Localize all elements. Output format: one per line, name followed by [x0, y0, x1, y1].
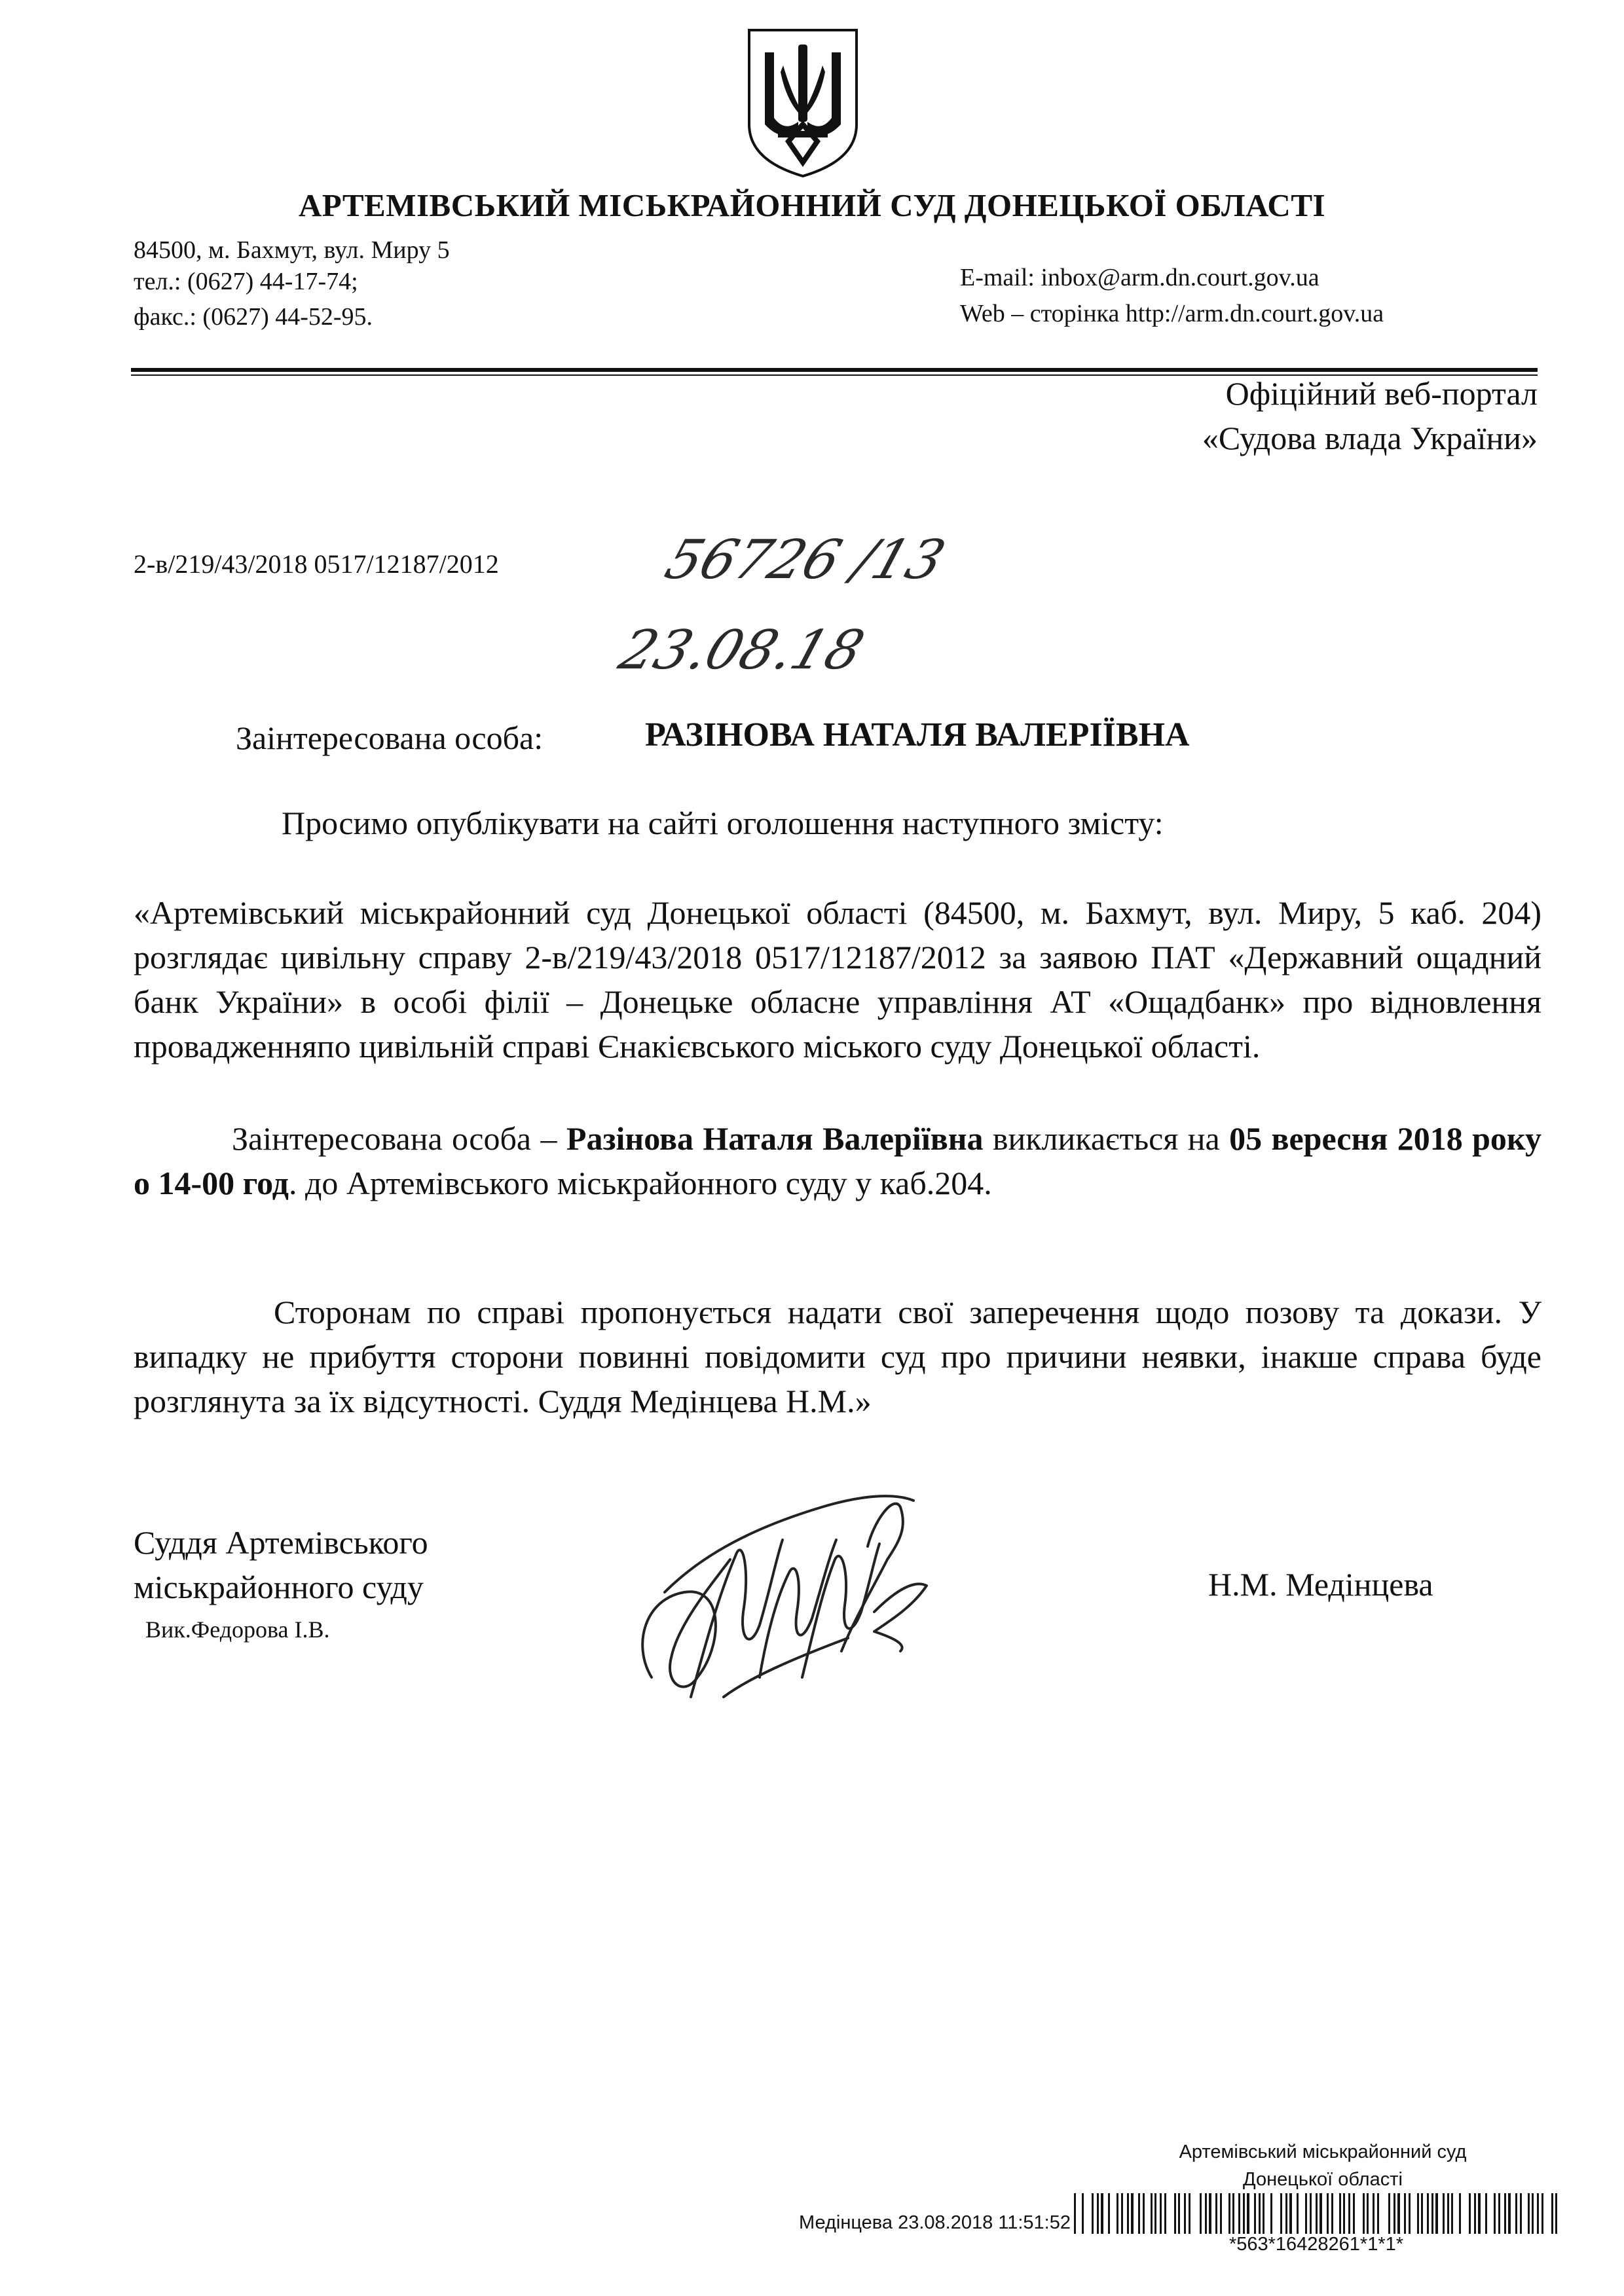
summons-middle: викликається на — [983, 1120, 1230, 1157]
summons-paragraph — [134, 1116, 1541, 1205]
stamp-court-line-1: Артемівський міськрайонний суд — [1179, 2141, 1467, 2162]
interested-party-name: РАЗІНОВА НАТАЛЯ ВАЛЕРІЇВНА — [645, 716, 1190, 754]
court-website: Web – сторінка http://arm.dn.court.gov.ua — [960, 300, 1384, 327]
court-email: E-mail: inbox@arm.dn.court.gov.ua — [960, 264, 1320, 291]
summons-name: Разінова Наталя Валеріївна — [566, 1120, 984, 1157]
case-references: 2-в/219/43/2018 0517/12187/2012 — [134, 549, 499, 579]
summons-prefix: Заінтересована особа – — [232, 1120, 566, 1157]
court-name: АРТЕМІВСЬКИЙ МІСЬКРАЙОННИЙ СУД ДОНЕЦЬКОЇ ОБЛАСТІ — [298, 187, 1326, 223]
court-address: 84500, м. Бахмут, вул. Миру 5 — [134, 236, 450, 264]
objections-paragraph: Сторонам по справі пропонується надати свої заперечення щодо позову та докази. У випадку не прибуття сторони повинні повідомити суд про причини неявки, інакше справа буде розглянута за їх відсутності. Суддя Медінцева Н.М.» — [134, 1294, 1541, 1419]
stamp-signer: Медінцева 23.08.2018 11:51:52 — [799, 2212, 1071, 2233]
publication-request: Просимо опублікувати на сайті оголошення наступного змісту: — [282, 805, 1164, 841]
announcement-body: «Артемівський міськрайонний суд Донецької області (84500, м. Бахмут, вул. Миру, 5 каб. 204) розглядає цивільну справу 2-в/219/43/2018 0517/12187/2012 за заявою ПАТ «Державний ощадний банк України» в особі філії – Донецьке обласне управління АТ «Ощадбанк» про відновлення провадженняпо цивільній справі Єнакієвського міського суду Донецької області. — [134, 894, 1541, 1065]
handwritten-date: 23.08.18 — [612, 619, 872, 682]
executor-name: Вик.Федорова І.В. — [145, 1616, 330, 1643]
summons-datetime: 05 вересня 2018 року о 14-00 год — [134, 1120, 1541, 1201]
handwritten-reg-number: 56726 /13 — [657, 529, 953, 591]
barcode-id: *563*16428261*1*1* — [1228, 2234, 1404, 2255]
signer-position-line-2: міськрайонного суду — [134, 1569, 424, 1605]
court-fax: факс.: (0627) 44-52-95. — [134, 303, 373, 331]
recipient-line-1: Офіційний веб-портал — [1225, 375, 1538, 412]
handwritten-signature — [625, 1481, 933, 1717]
coat-of-arms-icon — [745, 26, 860, 180]
header-divider — [131, 368, 1538, 372]
court-phone: тел.: (0627) 44-17-74; — [134, 268, 358, 295]
barcode-icon — [1074, 2193, 1559, 2234]
signer-position-line-1: Суддя Артемівського — [134, 1524, 428, 1561]
summons-suffix: . до Артемівського міськрайонного суду у каб.204. — [288, 1165, 992, 1201]
recipient-line-2: «Судова влада України» — [1202, 420, 1538, 456]
judge-name: Н.М. Медінцева — [1208, 1566, 1433, 1603]
stamp-court-line-2: Донецької області — [1243, 2169, 1403, 2190]
interested-party-label: Заінтересована особа: — [236, 720, 544, 756]
